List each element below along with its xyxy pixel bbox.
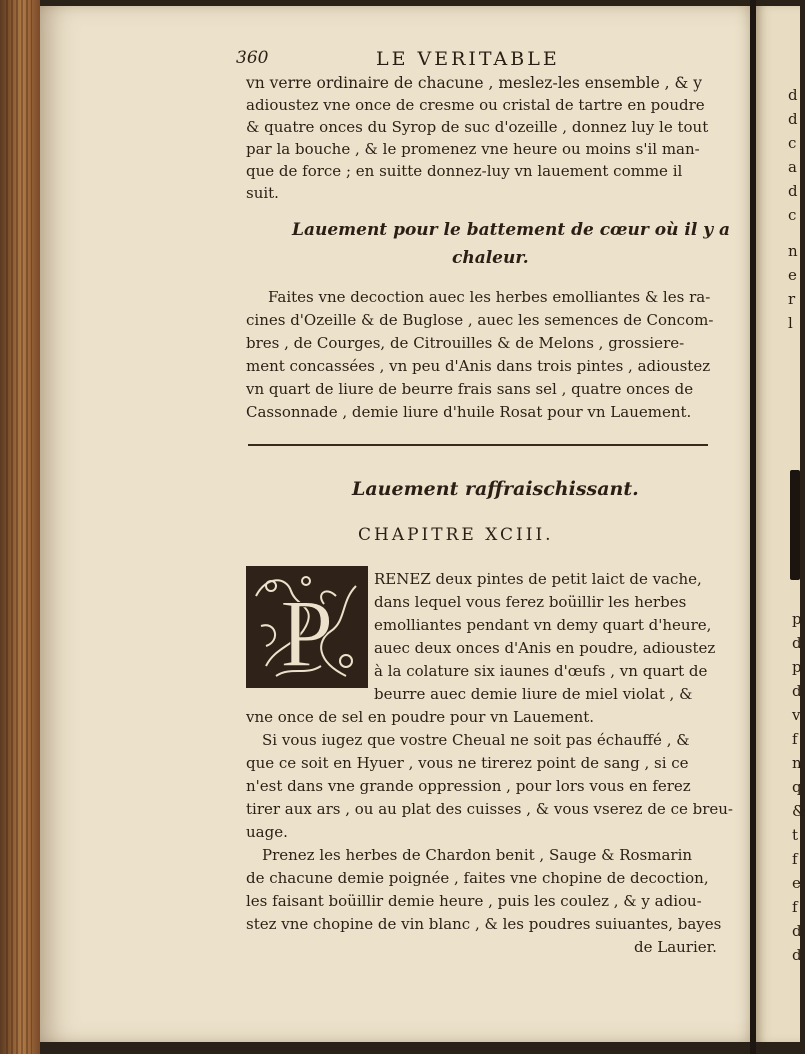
text-line: adioustez vne once de cresme ou cristal de tartre en poudre: [246, 96, 705, 114]
spine-texture: [6, 0, 32, 1054]
text-line: Cassonnade , demie liure d'huile Rosat pour vn Lauement.: [246, 403, 692, 421]
next-page-fragment: c: [788, 134, 797, 152]
text-line: Si vous iugez que vostre Cheual ne soit pas échauffé , &: [262, 731, 690, 749]
text-line: bres , de Courges, de Citrouilles & de Melons , grossiere-: [246, 334, 685, 352]
decorated-initial: [246, 566, 368, 688]
text-line: ment concassées , vn peu d'Anis dans trois pintes , adioustez: [246, 357, 711, 375]
next-page-fragment: c: [788, 206, 797, 224]
text-line: suit.: [246, 184, 279, 202]
text-line: par la bouche , & le promenez vne heure ou moins s'il man-: [246, 140, 700, 158]
next-page-fragment: n: [788, 242, 798, 260]
next-page-fragment: f: [792, 730, 798, 748]
text-line: tirer aux ars , ou au plat des cuisses , & vous vserez de ce breu-: [246, 800, 733, 818]
next-page-fragment: r: [788, 290, 796, 308]
next-page-fragment: &: [792, 802, 805, 820]
next-page-fragment: f: [792, 898, 798, 916]
next-page-fragment: e: [788, 266, 797, 284]
text-line: que ce soit en Hyuer , vous ne tirerez point de sang , si ce: [246, 754, 689, 772]
chapter-title: CHAPITRE XCIII.: [358, 525, 554, 545]
text-line: emolliantes pendant vn demy quart d'heure,: [374, 616, 712, 634]
text-line: vne once de sel en poudre pour vn Lauement.: [246, 708, 595, 726]
next-page-fragment: d: [792, 682, 802, 700]
page-number: 360: [236, 48, 269, 68]
text-line: vn verre ordinaire de chacune , meslez-les ensemble , & y: [246, 74, 703, 92]
section-heading: Lauement raffraischissant.: [352, 478, 639, 500]
text-line: beurre auec demie liure de miel violat , &: [374, 685, 693, 703]
text-line: dans lequel vous ferez boüillir les herbes: [374, 593, 687, 611]
text-line: RENEZ deux pintes de petit laict de vache,: [374, 570, 702, 588]
next-page-fragment: e: [792, 874, 801, 892]
next-page-fragment: d: [788, 182, 798, 200]
next-page-fragment: p: [792, 610, 802, 628]
next-page-fragment: n: [792, 754, 802, 772]
running-head: LE VERITABLE: [376, 48, 560, 70]
section-divider: [248, 444, 708, 446]
text-line: Prenez les herbes de Chardon benit , Sauge & Rosmarin: [262, 846, 693, 864]
next-page-ornament: [790, 470, 800, 580]
next-page-fragment: a: [788, 158, 797, 176]
text-line: & quatre onces du Syrop de suc d'ozeille , donnez luy le tout: [246, 118, 709, 136]
next-page-fragment: d: [788, 110, 798, 128]
next-page-fragment: d: [792, 946, 802, 964]
next-page-fragment: q: [792, 778, 802, 796]
next-page-fragment: p: [792, 658, 802, 676]
page-header: [236, 48, 706, 74]
next-page-fragment: l: [788, 314, 793, 332]
text-line: de chacune demie poignée , faites vne chopine de decoction,: [246, 869, 709, 887]
text-line: uage.: [246, 823, 288, 841]
catchword: de Laurier.: [634, 938, 717, 956]
text-line: vn quart de liure de beurre frais sans sel , quatre onces de: [246, 380, 694, 398]
text-line: auec deux onces d'Anis en poudre, adioustez: [374, 639, 716, 657]
section-heading: Lauement pour le battement de cœur où il y a: [292, 220, 731, 240]
next-page-fragment: f: [792, 850, 798, 868]
next-page-fragment: d: [792, 634, 802, 652]
next-page-fragment: v: [792, 706, 801, 724]
text-line: les faisant boüillir demie heure , puis les coulez , & y adiou-: [246, 892, 702, 910]
next-page-fragment: d: [788, 86, 798, 104]
text-line: Faites vne decoction auec les herbes emolliantes & les ra-: [268, 288, 711, 306]
next-page-fragment: d: [792, 922, 802, 940]
svg-text:P: P: [280, 580, 334, 687]
ornament-initial-icon: [246, 566, 368, 688]
book-spine: [0, 0, 40, 1054]
text-line: cines d'Ozeille & de Buglose , auec les semences de Concom-: [246, 311, 714, 329]
text-line: que de force ; en suitte donnez-luy vn lauement comme il: [246, 162, 683, 180]
text-line: stez vne chopine de vin blanc , & les poudres suiuantes, bayes: [246, 915, 722, 933]
text-line: n'est dans vne grande oppression , pour lors vous en ferez: [246, 777, 691, 795]
section-heading-cont: chaleur.: [452, 248, 529, 268]
text-line: à la colature six iaunes d'œufs , vn quart de: [374, 662, 708, 680]
next-page-fragment: t: [792, 826, 799, 844]
